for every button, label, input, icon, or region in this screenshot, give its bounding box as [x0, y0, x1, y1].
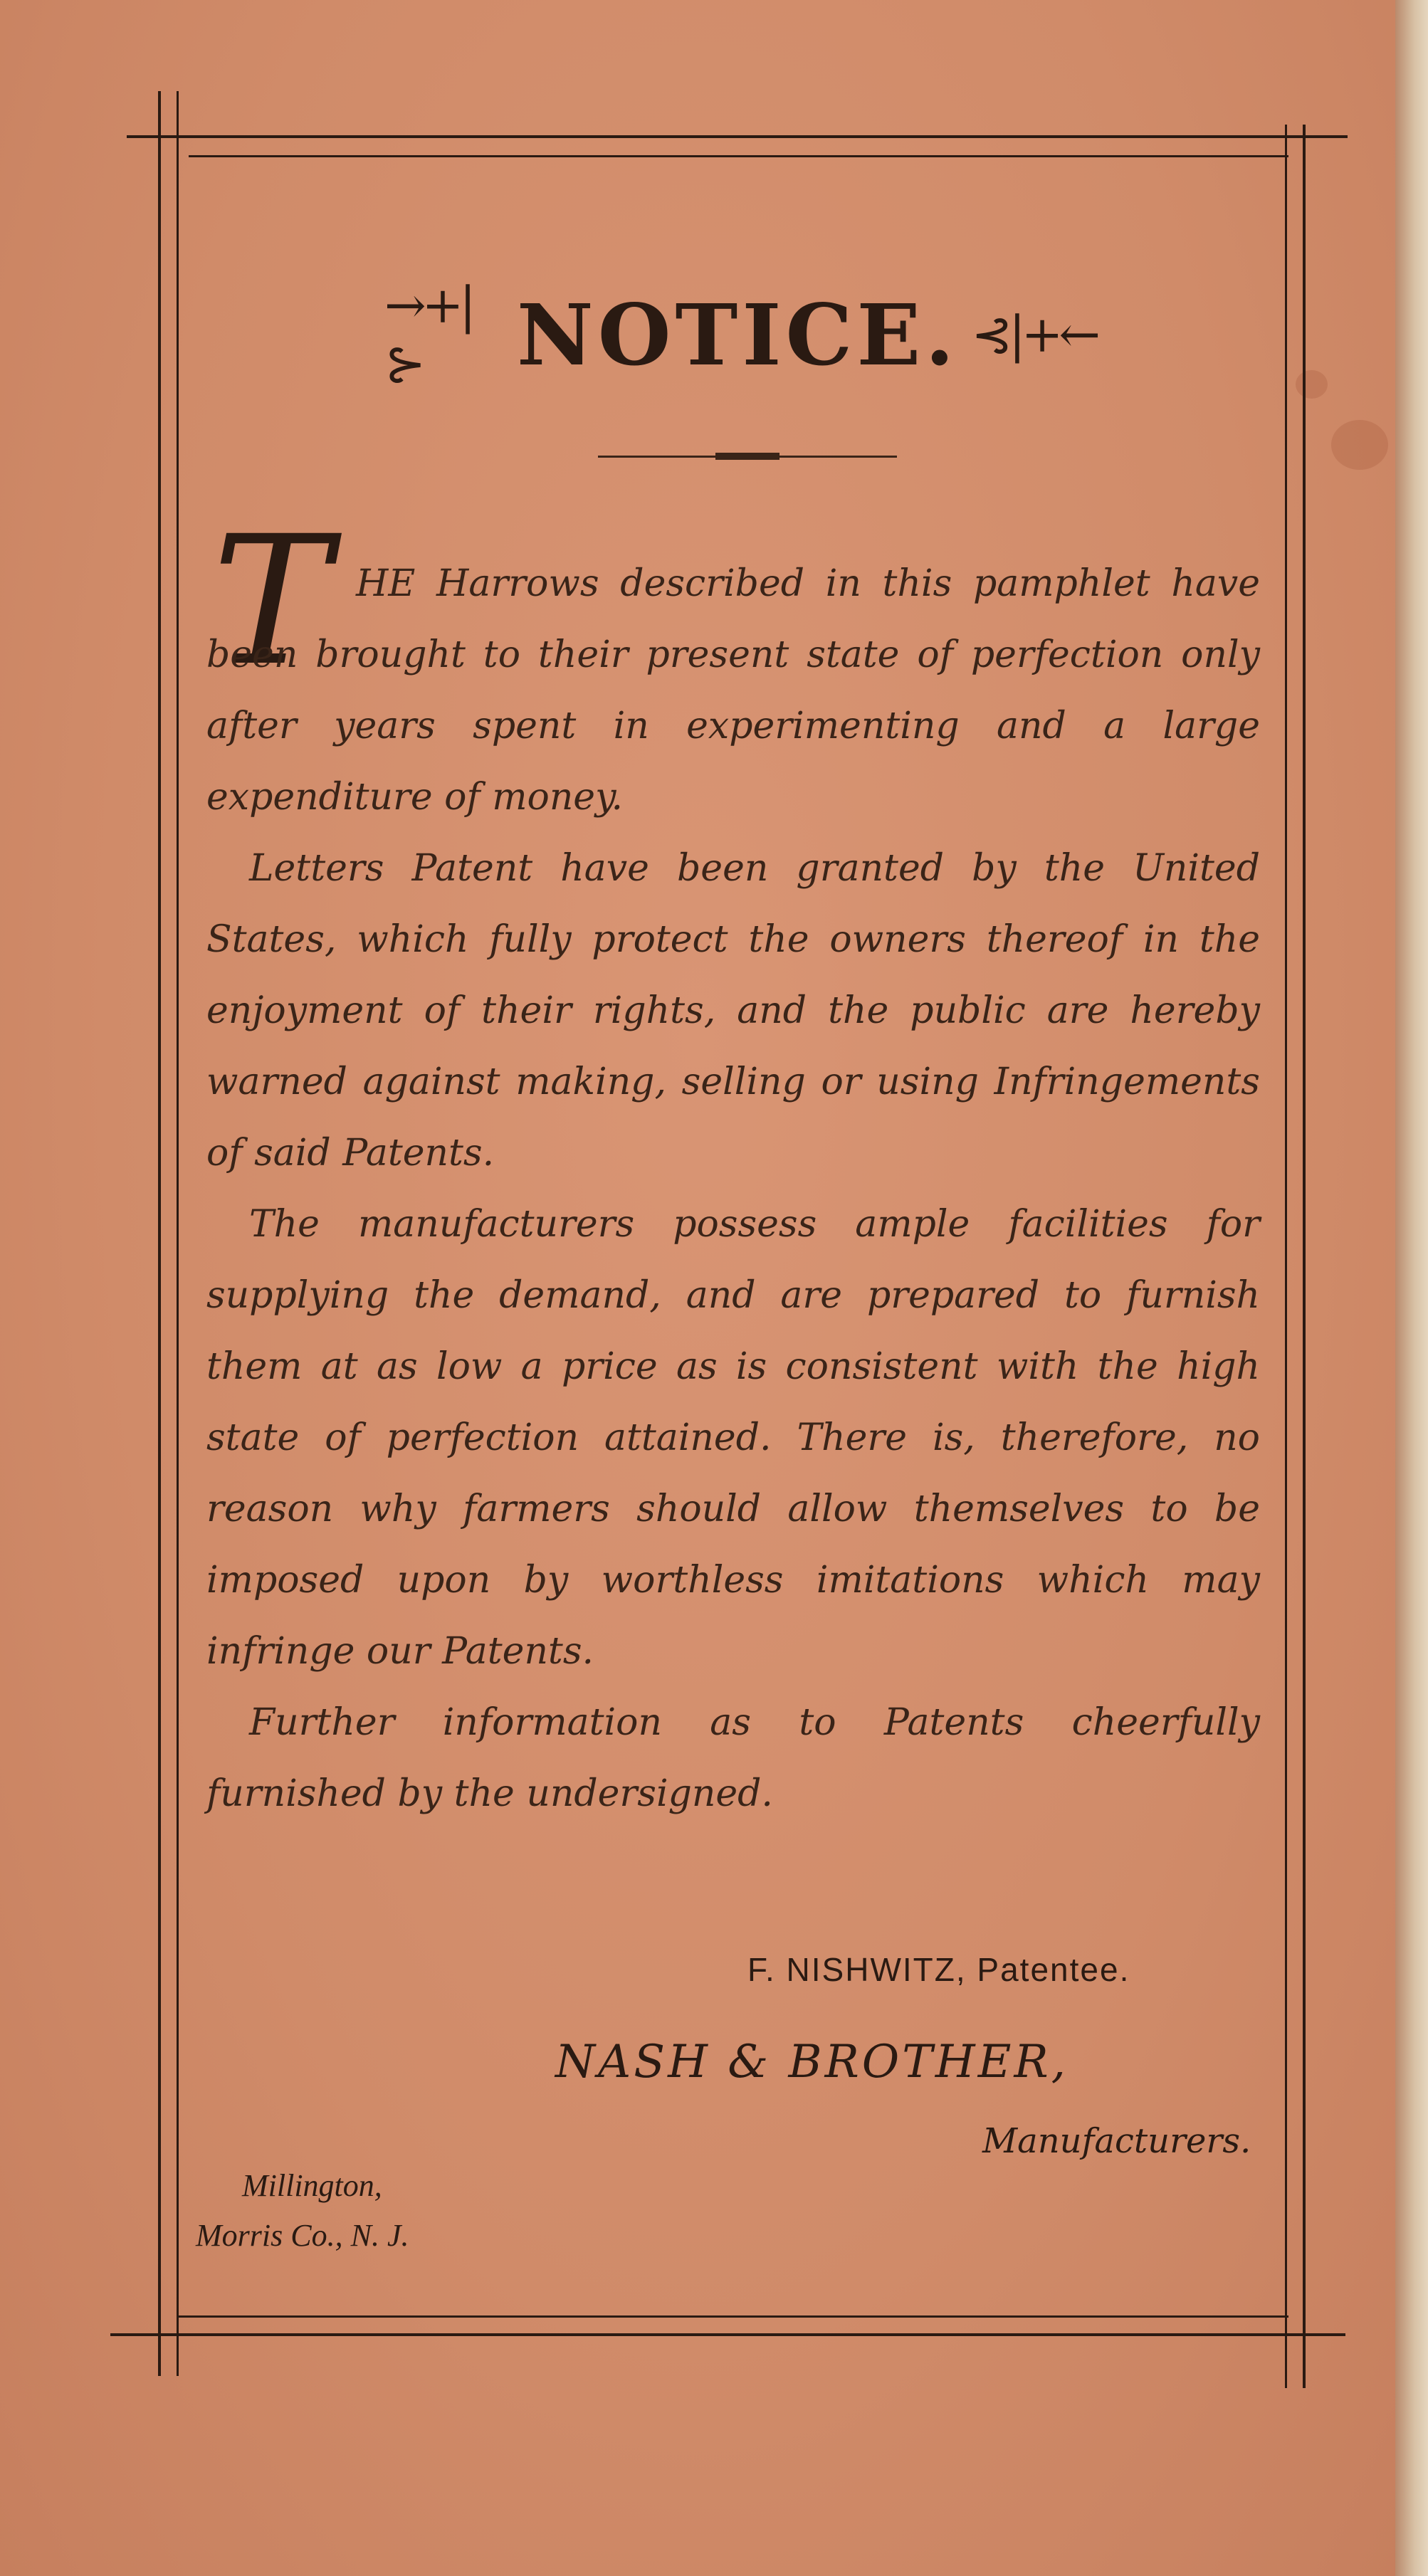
border-left-inner [177, 91, 179, 2376]
notice-header [384, 276, 1096, 393]
border-right-inner [1285, 125, 1287, 2388]
paragraph-harrows: HE Harrows described in this pamphlet have been brought to their present state of perfection only after years spent in experimenting and a large expenditure of money. [206, 562, 1260, 819]
manufacturers-label: Manufacturers. [982, 2121, 1251, 2161]
paragraph-manufacturers: The manufacturers possess ample facilities for supplying the demand, and are prepared to furnish them at as low a price as is consistent with the high state of perfection attained. There is, therefore, no reason why farmers should allow themselves to be imposed upon by worthless imitations which may infringe our Patents. [206, 1203, 1260, 1673]
border-right-outer [1303, 125, 1306, 2388]
flourish-right-icon: ⊰|+← [971, 305, 1096, 364]
title-divider-ornament [715, 453, 779, 460]
location-town: Millington, [242, 2168, 382, 2203]
page-edge [1395, 0, 1428, 2576]
location-county: Morris Co., N. J. [196, 2218, 409, 2253]
drop-cap: T [212, 498, 331, 705]
paper-stain [1296, 370, 1328, 399]
paper-stain [1331, 420, 1388, 470]
paragraph-further-information: Further information as to Patents cheerfully furnished by the undersigned. [206, 1701, 1260, 1815]
paragraph-letters-patent: Letters Patent have been granted by the United States, which fully protect the owners thereof in the enjoyment of their rights, and the public are hereby warned against making, selling or using Infringements of said Patents. [206, 847, 1260, 1174]
company-name: NASH & BROTHER, [555, 2036, 1069, 2088]
patentee-line: F. NISHWITZ, Patentee. [747, 1951, 1130, 1988]
page-title: NOTICE. [516, 285, 959, 384]
notice-body [206, 548, 1260, 1829]
border-bottom-outer [110, 2333, 1345, 2336]
flourish-left-icon: →+|⊱ [384, 276, 472, 393]
border-left-outer [158, 91, 161, 2376]
border-bottom-inner [178, 2315, 1288, 2318]
border-top-inner [189, 155, 1288, 157]
border-top-outer [127, 135, 1348, 138]
